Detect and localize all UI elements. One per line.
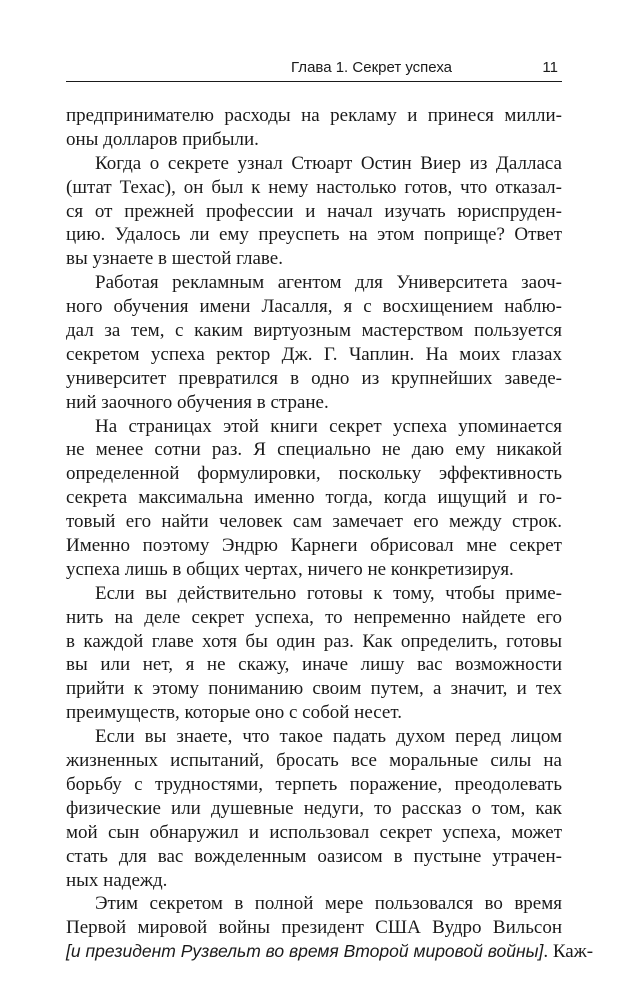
text-line: предпринимателю расходы на рекламу и принеся милли- (66, 105, 562, 126)
text-line: нить на деле секрет успеха, то непременно найдете его (66, 606, 562, 628)
text-line: вы узнаете в шестой главе. (66, 248, 283, 270)
text-line: Когда о секрете узнал Стюарт Остин Виер из Далласа (95, 152, 562, 174)
chapter-title: Глава 1. Секрет успеха (291, 59, 452, 76)
text-line: Именно поэтому Эндрю Карнеги обрисовал мне секрет (66, 535, 562, 557)
page-number: 11 (542, 59, 558, 76)
line-ending: . Каж- (543, 941, 594, 963)
text-line: (штат Техас), он был к нему настолько готов, что отказал- (66, 176, 562, 198)
text-line: дал за тем, с каким виртуозным мастерством пользуется (66, 320, 562, 342)
italic-insert: [и президент Рузвельт во время Второй мировой войны] (66, 941, 544, 962)
text-line: университет превратился в одно из крупнейших заведе- (66, 367, 562, 389)
text-line: определенной формулировки, поскольку эффективность (66, 463, 562, 485)
body-text (66, 104, 594, 964)
text-line: секретом успеха ректор Дж. Г. Чаплин. На моих глазах (66, 343, 562, 365)
text-line: цию. Удалось ли ему преуспеть на этом поприще? Ответ (66, 224, 562, 246)
text-line: физические или душевные недуги, то рассказ о том, как (66, 797, 562, 819)
text-line: не менее сотни раз. Я специально не даю ему никакой (66, 439, 562, 461)
text-line: успеха лишь в общих чертах, ничего не конкретизируя. (66, 558, 514, 580)
text-line: Первой мировой войны президент США Вудро Вильсон (66, 917, 562, 939)
header-rule (66, 81, 562, 82)
text-line: жизненных испытаний, бросать все моральные силы на (66, 750, 562, 772)
text-line: оны долларов прибыли. (66, 128, 259, 150)
text-line: мой сын обнаружил и использовал секрет успеха, может (66, 821, 562, 843)
text-line: На страницах этой книги секрет успеха упоминается (95, 415, 562, 437)
text-line: Если вы знаете, что такое падать духом перед лицом (95, 726, 562, 748)
text-line: в каждой главе хотя бы один раз. Как определить, готовы (66, 630, 562, 652)
text-line: ний заочного обучения в стране. (66, 391, 329, 413)
text-line: прийти к этому пониманию своим путем, а значит, и тех (66, 678, 562, 700)
text-line (66, 940, 594, 964)
text-line: ных надежд. (66, 869, 168, 891)
text-line: секрета максимальна именно тогда, когда ищущий и го- (66, 487, 562, 509)
text-line: ного обучения имени Ласалля, я с восхищением наблю- (66, 296, 562, 318)
text-line: Работая рекламным агентом для Университета заоч- (95, 272, 562, 294)
text-line: Этим секретом в полной мере пользовался во время (95, 893, 562, 915)
text-line: товый его найти человек сам замечает его между строк. (66, 511, 562, 533)
text-line: вы или нет, я не скажу, иначе лишу вас возможности (66, 654, 562, 676)
text-line: Если вы действительно готовы к тому, чтобы приме- (95, 582, 562, 604)
running-header (66, 58, 562, 84)
text-line: борьбу с трудностями, терпеть поражение, преодолевать (66, 773, 562, 795)
text-line: преимуществ, которые оно с собой несет. (66, 702, 402, 724)
text-line: ся от прежней профессии и начал изучать юриспруден- (66, 200, 562, 222)
text-line: стать для вас вожделенным оазисом в пустыне утрачен- (66, 845, 562, 867)
